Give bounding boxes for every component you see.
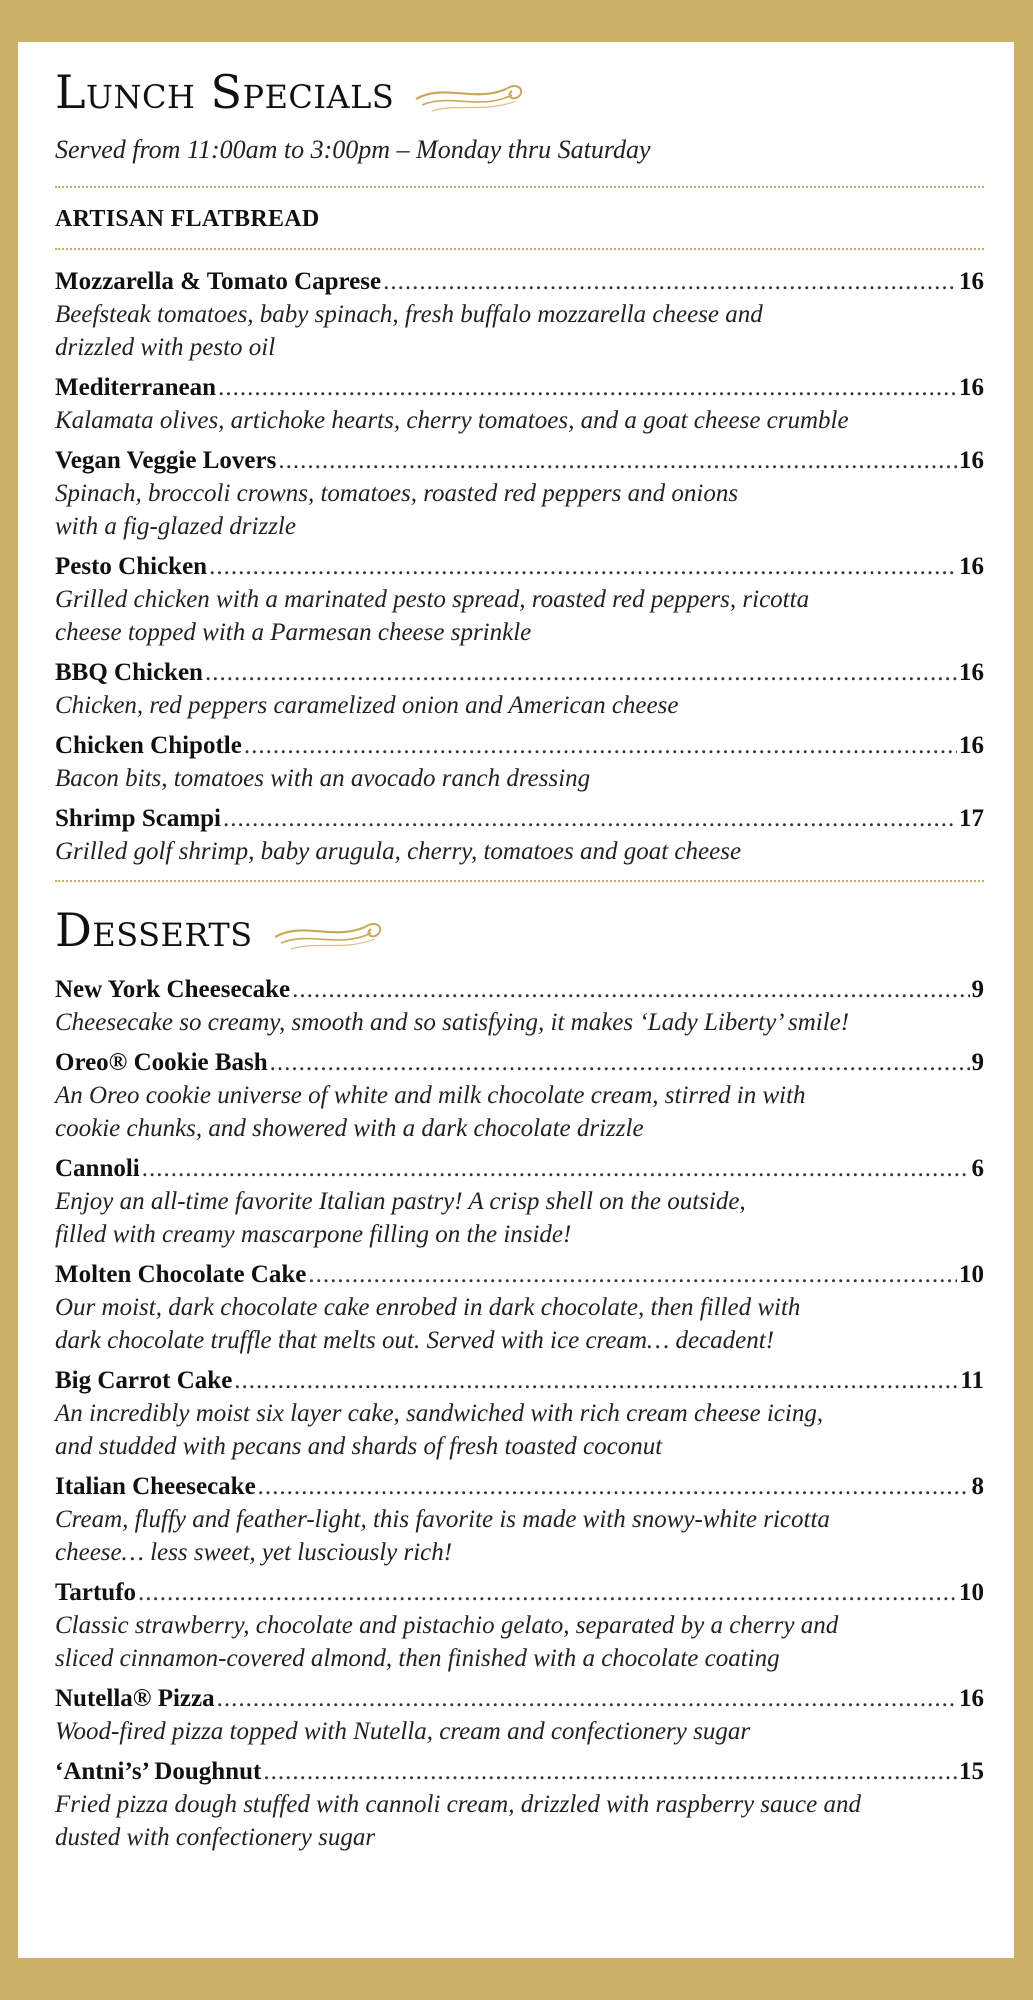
item-price: 16: [959, 268, 984, 295]
item-name: Chicken Chipotle: [55, 732, 242, 759]
item-price: 16: [959, 553, 984, 580]
item-name: Vegan Veggie Lovers: [55, 447, 277, 474]
item-description: Classic strawberry, chocolate and pistachio gelato, separated by a cherry and sliced cinnamon-covered almond, then finished with a chocolate coating: [55, 1612, 839, 1672]
item-description: Beefsteak tomatoes, baby spinach, fresh buffalo mozzarella cheese and drizzled with pesto oil: [55, 301, 763, 361]
item-price: 16: [959, 447, 984, 474]
item-name: Mozzarella & Tomato Caprese: [55, 268, 382, 295]
item-name: New York Cheesecake: [55, 976, 291, 1003]
item-name: Oreo® Cookie Bash: [55, 1049, 268, 1076]
item-description: Spinach, broccoli crowns, tomatoes, roasted red peppers and onions with a fig-glazed drizzle: [55, 480, 739, 540]
dot-leader: [218, 372, 957, 404]
item-name: BBQ Chicken: [55, 659, 203, 686]
menu-item: [55, 803, 984, 868]
item-name: Shrimp Scampi: [55, 805, 222, 832]
item-description: Enjoy an all-time favorite Italian pastry! A crisp shell on the outside, filled with creamy mascarpone filling on the inside!: [55, 1188, 746, 1248]
lunch-items-list: [55, 266, 984, 868]
dot-leader: [209, 551, 957, 583]
dot-leader: [205, 657, 957, 689]
menu-item: [55, 445, 984, 543]
menu-item: [55, 1756, 984, 1854]
dot-leader: [383, 266, 957, 298]
item-name: Mediterranean: [55, 374, 217, 401]
item-price: 15: [959, 1758, 984, 1785]
dot-leader: [270, 1047, 970, 1079]
item-description: Fried pizza dough stuffed with cannoli cream, drizzled with raspberry sauce and dusted with confectionery sugar: [55, 1791, 861, 1851]
item-description: An Oreo cookie universe of white and milk chocolate cream, stirred in with cookie chunks, and showered with a dark chocolate drizzle: [55, 1082, 806, 1142]
item-name: Tartufo: [55, 1579, 137, 1606]
item-price: 17: [959, 805, 984, 832]
flourish-icon: [414, 73, 526, 117]
dot-leader: [223, 803, 957, 835]
menu-page: [18, 42, 1014, 1958]
item-description: Cream, fluffy and feather-light, this favorite is made with snowy-white ricotta cheese… less sweet, yet lusciously rich!: [55, 1506, 830, 1566]
item-price: 16: [959, 659, 984, 686]
dot-leader: [278, 445, 957, 477]
dessert-items-list: [55, 974, 984, 1854]
lunch-specials-heading: [55, 64, 984, 120]
menu-item: [55, 266, 984, 364]
dot-leader: [244, 730, 957, 762]
menu-item: [55, 974, 984, 1039]
dot-leader: [142, 1153, 970, 1185]
lunch-specials-title: Lunch Specials: [55, 65, 395, 119]
dot-leader: [258, 1471, 970, 1503]
divider: [55, 186, 984, 188]
divider: [55, 880, 984, 882]
item-name: Big Carrot Cake: [55, 1367, 233, 1394]
dot-leader: [234, 1365, 958, 1397]
dot-leader: [263, 1756, 957, 1788]
item-price: 9: [971, 1049, 984, 1076]
menu-item: [55, 730, 984, 795]
item-price: 16: [959, 374, 984, 401]
item-description: An incredibly moist six layer cake, sandwiched with rich cream cheese icing, and studded with pecans and shards of fresh toasted coconut: [55, 1400, 824, 1460]
menu-item: [55, 372, 984, 437]
divider: [55, 248, 984, 250]
item-name: Italian Cheesecake: [55, 1473, 256, 1500]
item-description: Bacon bits, tomatoes with an avocado ranch dressing: [55, 765, 591, 792]
item-description: Chicken, red peppers caramelized onion and American cheese: [55, 692, 679, 719]
lunch-hours-subtitle: Served from 11:00am to 3:00pm – Monday thru Saturday: [55, 135, 651, 164]
item-name: ‘Antni’s’ Doughnut: [55, 1758, 262, 1785]
item-name: Pesto Chicken: [55, 553, 208, 580]
item-description: Cheesecake so creamy, smooth and so satisfying, it makes ‘Lady Liberty’ smile!: [55, 1009, 850, 1036]
item-price: 16: [959, 732, 984, 759]
desserts-heading: [55, 902, 984, 958]
dot-leader: [217, 1683, 957, 1715]
desserts-title: Desserts: [55, 903, 253, 957]
item-name: Molten Chocolate Cake: [55, 1261, 307, 1288]
dot-leader: [138, 1577, 957, 1609]
menu-item: [55, 1683, 984, 1748]
item-description: Grilled golf shrimp, baby arugula, cherry, tomatoes and goat cheese: [55, 838, 742, 865]
item-price: 9: [971, 976, 984, 1003]
flourish-icon: [273, 911, 385, 955]
item-name: Cannoli: [55, 1155, 140, 1182]
menu-item: [55, 1259, 984, 1357]
item-name: Nutella® Pizza: [55, 1685, 215, 1712]
item-price: 6: [971, 1155, 984, 1182]
item-description: Wood-fired pizza topped with Nutella, cream and confectionery sugar: [55, 1718, 751, 1745]
item-description: Kalamata olives, artichoke hearts, cherry tomatoes, and a goat cheese crumble: [55, 407, 849, 434]
menu-item: [55, 1153, 984, 1251]
item-price: 16: [959, 1685, 984, 1712]
dot-leader: [308, 1259, 957, 1291]
menu-item: [55, 1365, 984, 1463]
item-price: 8: [971, 1473, 984, 1500]
menu-item: [55, 1047, 984, 1145]
menu-item: [55, 551, 984, 649]
item-price: 10: [959, 1261, 984, 1288]
item-price: 10: [959, 1579, 984, 1606]
item-description: Grilled chicken with a marinated pesto spread, roasted red peppers, ricotta cheese topped with a Parmesan cheese sprinkle: [55, 586, 810, 646]
menu-content: [55, 64, 984, 1862]
item-price: 11: [960, 1367, 984, 1394]
artisan-flatbread-label: ARTISAN FLATBREAD: [55, 206, 320, 232]
menu-item: [55, 1471, 984, 1569]
dot-leader: [292, 974, 969, 1006]
item-description: Our moist, dark chocolate cake enrobed in dark chocolate, then filled with dark chocolate truffle that melts out. Served with ice cream… decadent!: [55, 1294, 801, 1354]
menu-item: [55, 657, 984, 722]
menu-item: [55, 1577, 984, 1675]
